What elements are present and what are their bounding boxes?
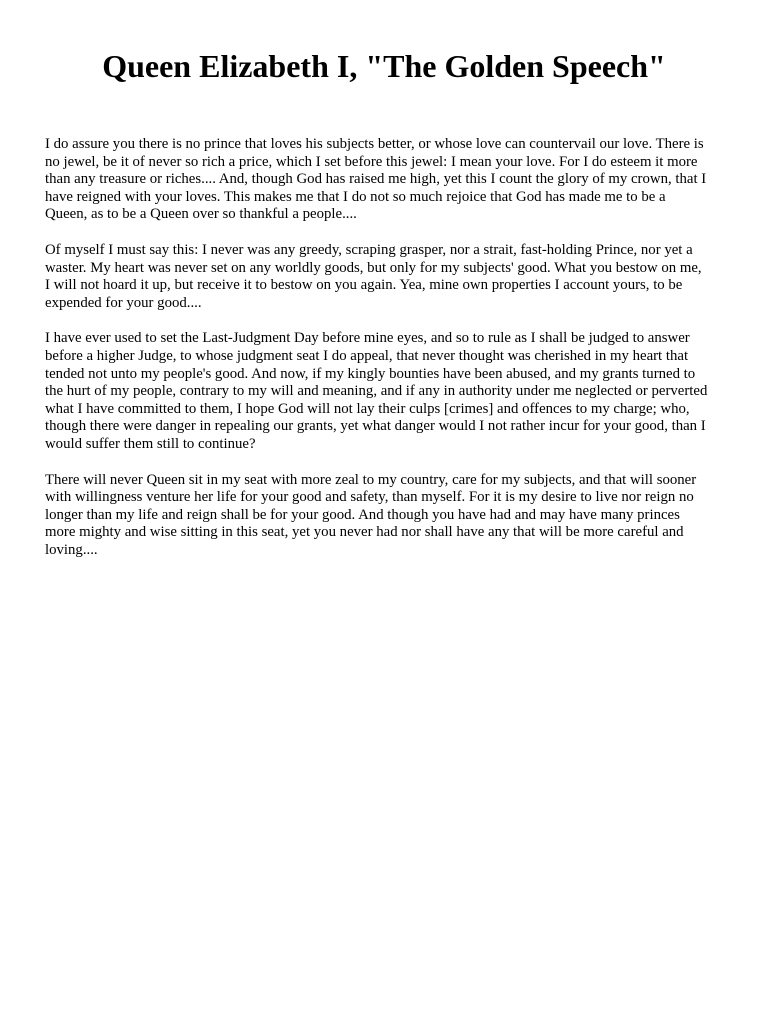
text-line: more mighty and wise sitting in this seat, yet you never had nor shall have any that will be more careful and	[45, 524, 684, 541]
text-line: expended for your good....	[45, 294, 202, 311]
text-line: would suffer them still to continue?	[45, 435, 256, 452]
paragraph	[45, 242, 735, 312]
text-line: There will never Queen sit in my seat with more zeal to my country, care for my subjects, and that will sooner	[45, 471, 697, 488]
text-line: I will not hoard it up, but receive it to bestow on you again. Yea, mine own properties I account yours, to be	[45, 277, 683, 294]
text-line: than any treasure or riches.... And, though God has raised me high, yet this I count the glory of my crown, that I	[45, 171, 707, 188]
text-line: before a higher Judge, to whose judgment seat I do appeal, that never thought was cherished in my heart that	[45, 347, 689, 364]
text-line: waster. My heart was never set on any worldly goods, but only for my subjects' good. What you bestow on me,	[45, 259, 702, 276]
paragraph	[45, 472, 735, 560]
text-line: longer than my life and reign shall be for your good. And though you have had and may have many princes	[45, 506, 680, 523]
paragraph	[45, 136, 735, 224]
text-line: what I have committed to them, I hope God will not lay their culps [crimes] and offences to my charge; who,	[45, 400, 690, 417]
text-line: I do assure you there is no prince that loves his subjects better, or whose love can countervail our love. There is	[45, 136, 704, 152]
text-line: no jewel, be it of never so rich a price, which I set before this jewel: I mean your love. For I do esteem it more	[45, 153, 698, 170]
text-line: with willingness venture her life for your good and safety, than myself. For it is my desire to live nor reign no	[45, 489, 694, 506]
text-line: I have ever used to set the Last-Judgment Day before mine eyes, and so to rule as I shall be judged to answer	[45, 330, 690, 347]
text-line: though there were danger in repealing our grants, yet what danger would I not rather incur for your good, than I	[45, 418, 706, 435]
document-body	[45, 136, 735, 577]
text-line: loving....	[45, 541, 98, 558]
paragraph	[45, 330, 735, 453]
text-line: Queen, as to be a Queen over so thankful a people....	[45, 206, 357, 223]
text-line: have reigned with your loves. This makes me that I do not so much rejoice that God has made me to be a	[45, 188, 666, 205]
text-line: tended not unto my people's good. And now, if my kingly bounties have been abused, and my grants turned to	[45, 365, 696, 382]
text-line: the hurt of my people, contrary to my will and meaning, and if any in authority under me neglected or perverted	[45, 383, 708, 400]
text-line: Of myself I must say this: I never was any greedy, scraping grasper, nor a strait, fast-holding Prince, nor yet a	[45, 241, 693, 258]
document-title: Queen Elizabeth I, "The Golden Speech"	[102, 48, 666, 84]
